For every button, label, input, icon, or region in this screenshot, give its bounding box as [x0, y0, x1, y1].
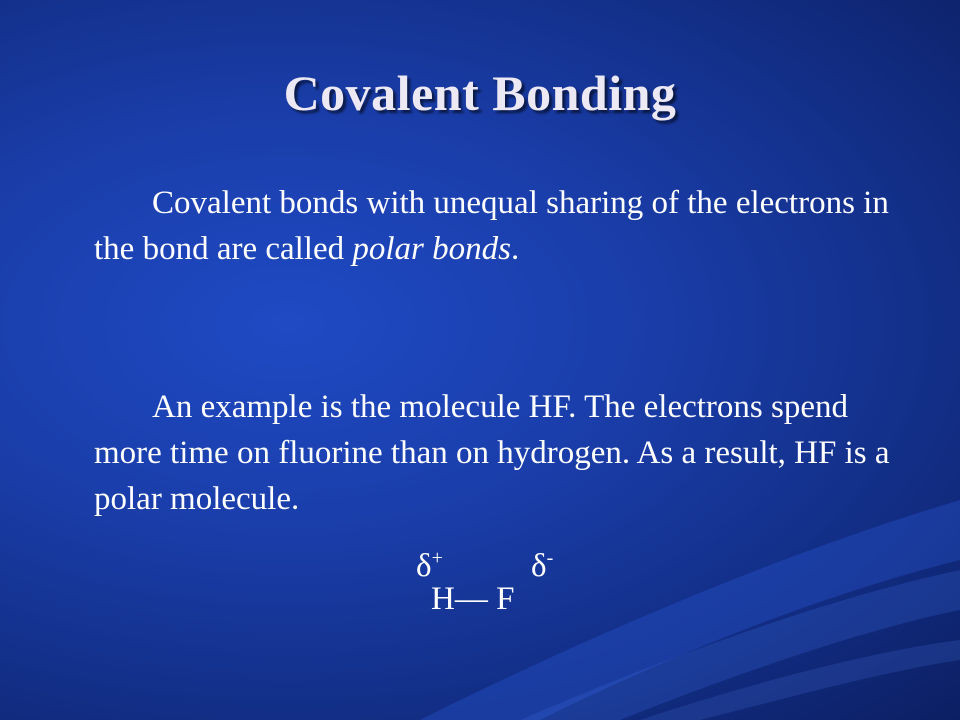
delta-symbol: δ [531, 548, 547, 584]
paragraph-polar-bonds [94, 180, 894, 272]
paragraph1-end: . [511, 231, 520, 267]
delta-symbol: δ [416, 548, 432, 584]
hf-molecule-formula: H— F [431, 581, 515, 617]
partial-negative-charge [531, 548, 553, 583]
slide-title: Covalent Bonding [283, 65, 677, 121]
partial-positive-charge [416, 548, 443, 583]
polar-bonds-term: polar bonds [352, 231, 511, 267]
plus-sign: + [431, 547, 443, 569]
paragraph-hf-example: An example is the molecule HF. The electrons spend more time on fluorine than on hydrogen. As a result, HF is a polar molecule. [94, 389, 890, 517]
paragraph1-text: Covalent bonds with unequal sharing of the electrons in the bond are called [94, 185, 889, 267]
minus-sign: - [546, 547, 554, 569]
